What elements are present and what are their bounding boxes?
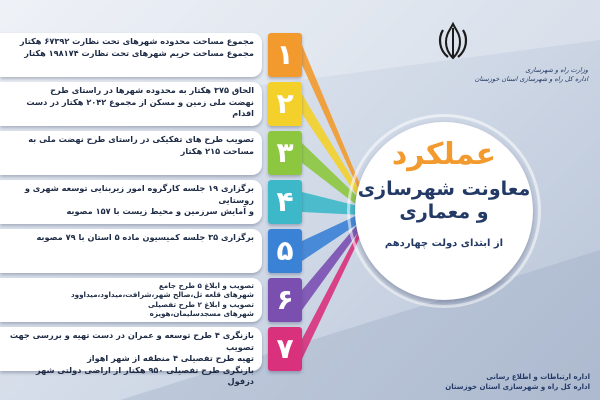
achievement-item [0,131,262,175]
achievement-line: شهرهای قلعه تل،صالح شهر،شرافت،میداود،میداوود [70,290,254,300]
achievement-item [0,327,262,386]
achievement-text [8,330,254,386]
iran-emblem-logo [436,22,470,60]
item-number: ۴ [276,185,294,218]
item-number: ۵ [276,234,294,267]
achievement-line: تهیه طرح تفصیلی ۴ منطقه از شهر اهواز [87,353,254,363]
achievement-text [8,232,254,270]
organization-label [468,66,588,84]
achievement-line: بازنگری طرح تفصیلی ۹۵۰ هکتار از اراضی دولتی شهر دزفول [36,364,254,386]
title-deputy-line1: معاونت شهرسازی [357,178,531,200]
item-number: ۷ [276,332,294,365]
achievement-line: مساحت ۲۱۵ هکتار [180,145,254,156]
item-number: ۲ [276,87,294,120]
achievement-text [8,281,254,319]
achievement-line: شهرهای مسجدسلیمان،هویزه [149,309,254,319]
organization-line1: وزارت راه و شهرسازی [525,66,588,74]
achievement-line: برگزاری ۳۵ جلسه کمیسیون ماده ۵ استان با ۷۹ مصوبه [36,232,254,242]
achievement-item [0,278,262,322]
item-number: ۱ [276,38,294,71]
title-deputy-line2: و معماری [399,201,489,223]
achievement-line: نهضت ملی زمین و مسکن از مجموع ۲۰۴۲ هکتار در دست اقدام [26,96,254,118]
achievement-line: تصویب طرح های تفکیکی در راستای طرح نهضت ملی به [28,134,254,144]
achievement-line: مجموع مساحت حریم شهرهای تحت نظارت ۱۹۸۱۷۴ هکتار [24,47,254,58]
title-performance: عملکرد [391,137,497,172]
title-deputy [355,178,533,224]
item-number: ۶ [276,283,294,316]
footer-credit [430,372,590,392]
achievement-line: تصویب و ابلاغ ۲ طرح تفصیلی [147,299,254,309]
footer-line2: اداره کل راه و شهرسازی استان خوزستان [445,383,590,391]
achievement-text [8,36,254,74]
achievement-item [0,82,262,126]
achievement-line: مجموع مساحت محدوده شهرهای تحت نظارت ۶۷۳۹۲ هکتار [19,36,254,46]
achievement-line: تصویب و ابلاغ ۵ طرح جامع [158,281,254,290]
organization-line2: اداره کل راه و شهرسازی استان خوزستان [474,75,588,83]
item-number: ۳ [276,136,294,169]
achievement-text [8,85,254,123]
achievement-item [0,33,262,77]
achievement-item [0,180,262,224]
achievement-item [0,229,262,273]
achievement-text [8,183,254,221]
title-subtitle: از ابتدای دولت چهاردهم [384,238,504,249]
achievement-line: بازنگری ۴ طرح توسعه و عمران در دست تهیه و بررسی جهت تصویب [9,330,254,352]
achievement-line: و آمایش سرزمین و محیط زیست با ۱۵۷ مصوبه [66,206,254,216]
footer-line1: اداره ارتباطات و اطلاع رسانی [486,373,590,381]
achievement-line: برگزاری ۱۹ جلسه کارگروه امور زیربنایی توسعه شهری و روستایی [24,183,254,205]
achievement-text [8,134,254,172]
achievement-line: الحاق ۳۷۵ هکتار به محدوده شهرها در راستای طرح [50,85,254,95]
